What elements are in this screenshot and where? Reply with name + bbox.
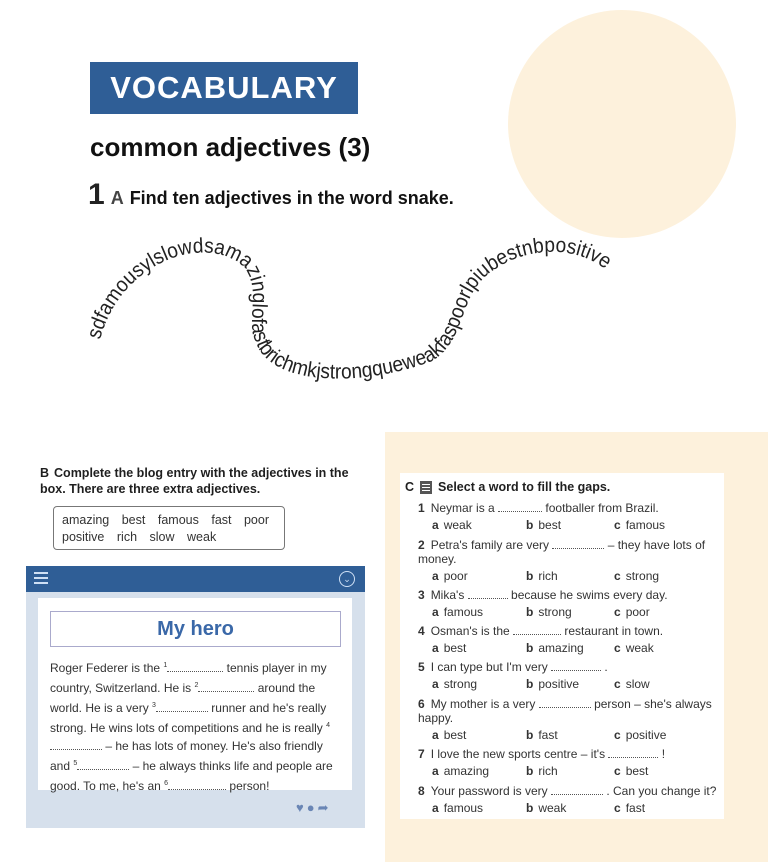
question-6 <box>418 696 723 725</box>
answer-gap[interactable] <box>608 746 658 758</box>
option-c[interactable] <box>614 518 666 532</box>
gap-number: 1 <box>163 662 168 669</box>
option-b[interactable] <box>526 728 558 742</box>
word-snake <box>0 222 768 412</box>
option-a[interactable] <box>432 764 490 778</box>
question-2 <box>418 537 723 566</box>
word-box-item: amazing <box>62 513 110 527</box>
word-box-item: famous <box>157 513 199 527</box>
option-letter: a <box>432 605 439 619</box>
options-3 <box>432 605 722 619</box>
option-c[interactable] <box>614 641 654 655</box>
option-letter: a <box>432 677 439 691</box>
option-letter: a <box>432 518 439 532</box>
options-2 <box>432 569 722 583</box>
option-letter: c <box>614 641 621 655</box>
exercise-c-instruction: Select a word to fill the gaps. <box>438 480 611 494</box>
option-letter: a <box>432 801 439 815</box>
option-b[interactable] <box>526 677 580 691</box>
option-word: famous <box>443 801 484 815</box>
question-text-after: footballer from Brazil. <box>545 501 659 515</box>
gap-2[interactable] <box>198 680 254 692</box>
question-text-before: Mika's <box>430 588 465 602</box>
options-4 <box>432 641 722 655</box>
option-word: slow <box>625 677 650 691</box>
option-c[interactable] <box>614 569 660 583</box>
question-1 <box>418 500 723 515</box>
exercise-letter: A <box>110 188 124 208</box>
option-b[interactable] <box>526 641 584 655</box>
option-letter: b <box>526 677 534 691</box>
option-b[interactable] <box>526 605 572 619</box>
word-box-item: positive <box>62 530 105 544</box>
option-letter: b <box>526 728 534 742</box>
options-1 <box>432 518 722 532</box>
option-letter: a <box>432 641 439 655</box>
question-text-before: Osman's is the <box>430 624 510 638</box>
gap-4[interactable] <box>50 738 102 750</box>
decorative-circle <box>508 10 736 238</box>
option-word: amazing <box>538 641 584 655</box>
question-number: 1 <box>418 501 425 515</box>
question-text-after: restaurant in town. <box>564 624 664 638</box>
question-number: 2 <box>418 538 425 552</box>
exercise-instruction: Find ten adjectives in the word snake. <box>129 188 454 208</box>
blog-header-bar <box>26 566 365 592</box>
question-text-before: My mother is a very <box>430 697 536 711</box>
comment-icon[interactable]: ● <box>306 800 318 815</box>
option-word: best <box>625 764 649 778</box>
question-3 <box>418 587 723 602</box>
gap-number: 4 <box>326 722 331 729</box>
option-word: poor <box>443 569 468 583</box>
option-letter: c <box>614 801 621 815</box>
word-box-item: fast <box>211 513 232 527</box>
option-a[interactable] <box>432 569 468 583</box>
option-word: famous <box>625 518 666 532</box>
question-text-before: I can type but I'm very <box>430 660 548 674</box>
question-number: 5 <box>418 660 425 674</box>
question-5 <box>418 659 723 674</box>
question-text-after: person – she's always happy. <box>418 697 712 725</box>
option-b[interactable] <box>526 801 567 815</box>
gap-number: 6 <box>164 780 169 787</box>
option-word: positive <box>538 677 580 691</box>
option-word: best <box>443 641 467 655</box>
gap-6[interactable] <box>168 778 226 790</box>
question-8 <box>418 783 723 798</box>
exercise-c-heading <box>405 480 610 494</box>
exercise-b-instruction-text: Complete the blog entry with the adjectives in the box. There are three extra adjectives. <box>40 466 349 496</box>
word-box-item: weak <box>187 530 217 544</box>
option-word: poor <box>625 605 650 619</box>
answer-gap[interactable] <box>539 696 591 708</box>
option-word: strong <box>443 677 478 691</box>
question-text-before: Neymar is a <box>430 501 495 515</box>
option-c[interactable] <box>614 728 667 742</box>
question-number: 4 <box>418 624 425 638</box>
exercise-b-letter: B <box>40 466 50 480</box>
gap-number: 3 <box>152 702 156 709</box>
chevron-down-icon[interactable]: ⌄ <box>339 571 355 587</box>
gap-3[interactable] <box>156 700 208 712</box>
word-box-item: rich <box>116 530 138 544</box>
options-8 <box>432 801 722 815</box>
option-letter: c <box>614 518 621 532</box>
question-text-after: – they have lots of money. <box>418 538 706 566</box>
option-letter: a <box>432 728 439 742</box>
option-b[interactable] <box>526 518 562 532</box>
question-text-before: Your password is very <box>430 784 548 798</box>
question-number: 6 <box>418 697 425 711</box>
option-word: weak <box>443 518 472 532</box>
word-snake-text <box>83 234 616 384</box>
answer-gap[interactable] <box>468 587 508 599</box>
option-a[interactable] <box>432 518 472 532</box>
blog-action-icons <box>296 800 331 816</box>
word-box <box>53 506 285 550</box>
option-c[interactable] <box>614 605 650 619</box>
option-b[interactable] <box>526 764 558 778</box>
option-c[interactable] <box>614 677 650 691</box>
option-letter: b <box>526 518 534 532</box>
option-a[interactable] <box>432 677 478 691</box>
option-word: fast <box>625 801 646 815</box>
option-a[interactable] <box>432 641 467 655</box>
option-word: fast <box>538 728 558 742</box>
question-text-after: because he swims every day. <box>511 588 668 602</box>
gap-1[interactable] <box>167 660 223 672</box>
option-word: best <box>538 518 562 532</box>
option-letter: b <box>526 605 534 619</box>
option-letter: b <box>526 801 534 815</box>
exercise-number: 1 <box>88 178 105 211</box>
option-letter: b <box>526 569 534 583</box>
word-box-item: best <box>121 513 146 527</box>
option-letter: c <box>614 764 621 778</box>
option-letter: b <box>526 641 534 655</box>
option-word: famous <box>443 605 484 619</box>
option-letter: a <box>432 569 439 583</box>
question-number: 8 <box>418 784 425 798</box>
word-box-item: slow <box>149 530 175 544</box>
option-c[interactable] <box>614 764 649 778</box>
option-letter: a <box>432 764 439 778</box>
document-icon <box>420 481 432 494</box>
answer-gap[interactable] <box>551 659 601 671</box>
exercise-b-instruction <box>40 465 375 497</box>
option-word: rich <box>538 764 558 778</box>
option-word: weak <box>538 801 567 815</box>
option-a[interactable] <box>432 605 484 619</box>
option-word: strong <box>625 569 660 583</box>
answer-gap[interactable] <box>513 623 561 635</box>
page-subtitle: common adjectives (3) <box>90 132 371 162</box>
question-4 <box>418 623 723 638</box>
option-word: amazing <box>443 764 490 778</box>
answer-gap[interactable] <box>551 783 603 795</box>
question-number: 7 <box>418 747 425 761</box>
question-number: 3 <box>418 588 425 602</box>
blog-title: My hero <box>50 611 341 647</box>
options-7 <box>432 764 722 778</box>
option-c[interactable] <box>614 801 646 815</box>
option-word: positive <box>625 728 667 742</box>
option-a[interactable] <box>432 801 484 815</box>
gap-5[interactable] <box>77 758 129 770</box>
heart-icon[interactable]: ♥ <box>296 800 307 815</box>
option-a[interactable] <box>432 728 467 742</box>
hamburger-menu-icon[interactable] <box>34 572 48 587</box>
question-text-after: . <box>604 660 608 674</box>
question-text-before: I love the new sports centre – it's <box>430 747 606 761</box>
word-snake-letters: sdfamousylslowdsamazinglofastbrichmkjstrongqueweakfaspoorlpiubestnbpositive <box>82 233 617 384</box>
question-7 <box>418 746 723 761</box>
option-letter: c <box>614 605 621 619</box>
question-text-after: ! <box>661 747 666 761</box>
exercise-c-letter: C <box>405 480 415 494</box>
section-label: VOCABULARY <box>90 62 358 114</box>
option-word: rich <box>538 569 558 583</box>
option-word: strong <box>538 605 572 619</box>
answer-gap[interactable] <box>552 537 604 549</box>
gap-number: 2 <box>194 682 199 689</box>
option-letter: c <box>614 728 621 742</box>
word-box-item: poor <box>243 513 270 527</box>
options-6 <box>432 728 722 742</box>
option-letter: c <box>614 569 621 583</box>
question-text-after: . Can you change it? <box>606 784 717 798</box>
options-5 <box>432 677 722 691</box>
answer-gap[interactable] <box>498 500 542 512</box>
gap-number: 5 <box>73 760 78 767</box>
option-word: best <box>443 728 467 742</box>
question-text-before: Petra's family are very <box>430 538 550 552</box>
option-letter: c <box>614 677 621 691</box>
blog-text: Roger Federer is the $^1$ tennis player in my country, Switzerland. He is $^2$ around the world. He is a very $^3$ runner and he's really strong. He wins lots of competitions and he is really $^4$ – he has lots of money. He's also friendly and $^5$ – he always thinks life and people are good. To me, he's an $^6$ person! <box>50 661 333 793</box>
exercise-1a-heading <box>88 178 454 212</box>
option-letter: b <box>526 764 534 778</box>
option-word: weak <box>625 641 654 655</box>
option-b[interactable] <box>526 569 558 583</box>
share-icon[interactable]: ➦ <box>317 800 332 815</box>
